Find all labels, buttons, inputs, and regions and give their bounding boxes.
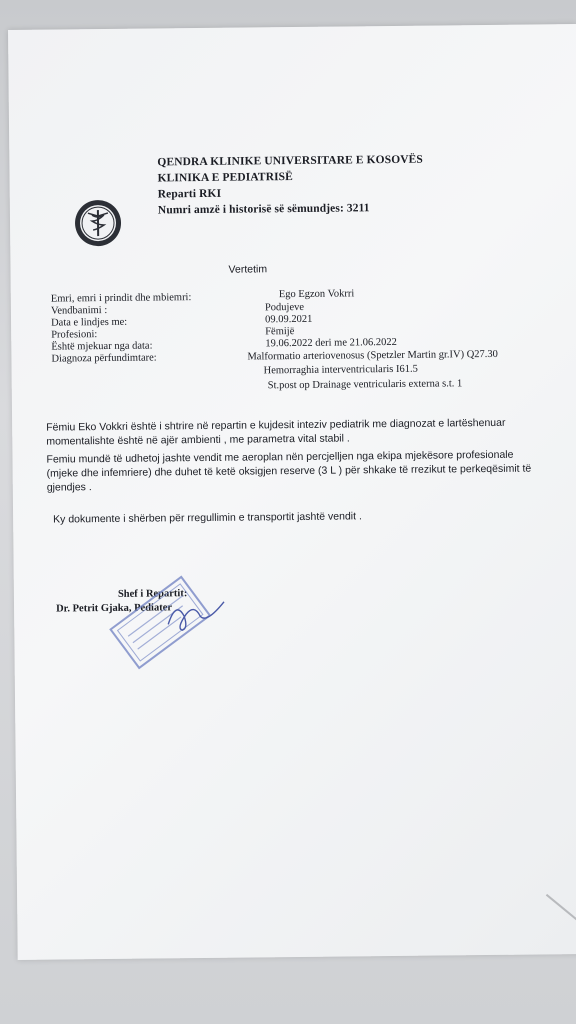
institution-name: QENDRA KLINIKE UNIVERSITARE E KOSOVËS <box>157 153 423 169</box>
diagnosis-line-3: St.post op Drainage ventricularis externa s.t. 1 <box>267 378 463 392</box>
document-page <box>8 24 576 960</box>
ward-name: Reparti RKI <box>157 187 222 201</box>
body-paragraph-3: Ky dokumente i shërben për rregullimin e transportit jashtë vendit . <box>53 510 362 526</box>
birth-date-label: Data e lindjes me: <box>51 316 128 329</box>
handwritten-signature <box>162 594 232 635</box>
body-paragraph-2-line-2: (mjeke dhe infemriere) dhe duhet të ketë oksigjen reserve (3 L ) për shkake të rrezikut te perkeqësimit të <box>46 462 532 480</box>
body-paragraph-1-line-2: momentalishte është në ajër ambienti , me parametra vital stabil . <box>46 432 350 448</box>
residence-label: Vendbanimi : <box>50 304 108 317</box>
profession-value: Fëmijë <box>265 326 295 338</box>
diagnosis-line-2: Hemorraghia interventricularis I61.5 <box>263 363 418 377</box>
profession-label: Profesioni: <box>51 329 98 341</box>
treatment-period-label: Është mjekuar nga data: <box>51 340 153 353</box>
body-paragraph-1-line-1: Fëmiu Eko Vokkri është i shtrire në repartin e kujdesit inteziv pediatrik me diagnozat e lartëshenuar <box>46 416 506 434</box>
residence-value: Podujeve <box>264 301 305 314</box>
paper-fold <box>546 894 576 946</box>
diagnosis-line-1: Malformatio arteriovenosus (Spetzler Martin gr.IV) Q27.30 <box>247 348 498 363</box>
name-label: Emri, emri i prindit dhe mbiemri: <box>50 292 192 305</box>
treatment-period-value: 19.06.2022 deri me 21.06.2022 <box>265 336 397 350</box>
signature-doctor: Dr. Petrit Gjaka, Pediater <box>56 602 173 615</box>
history-number: Numri amzë i historisë së sëmundjes: 3211 <box>157 202 370 217</box>
clinic-logo-icon <box>74 199 123 248</box>
diagnosis-label: Diagnoza përfundimtare: <box>51 352 157 365</box>
clinic-name: KLINIKA E PEDIATRISË <box>157 171 293 185</box>
document-title: Vertetim <box>228 263 268 276</box>
body-paragraph-2-line-3: gjendjes . <box>46 481 92 494</box>
signature-role: Shef i Repartit: <box>117 588 188 600</box>
name-value: Ego Egzon Vokrri <box>278 288 355 301</box>
birth-date-value: 09.09.2021 <box>264 313 313 326</box>
body-paragraph-2-line-1: Femiu mundë të udhetoj jashte vendit me aeroplan nën percjelljen nga ekipa mjekësore profesionale <box>46 448 514 466</box>
